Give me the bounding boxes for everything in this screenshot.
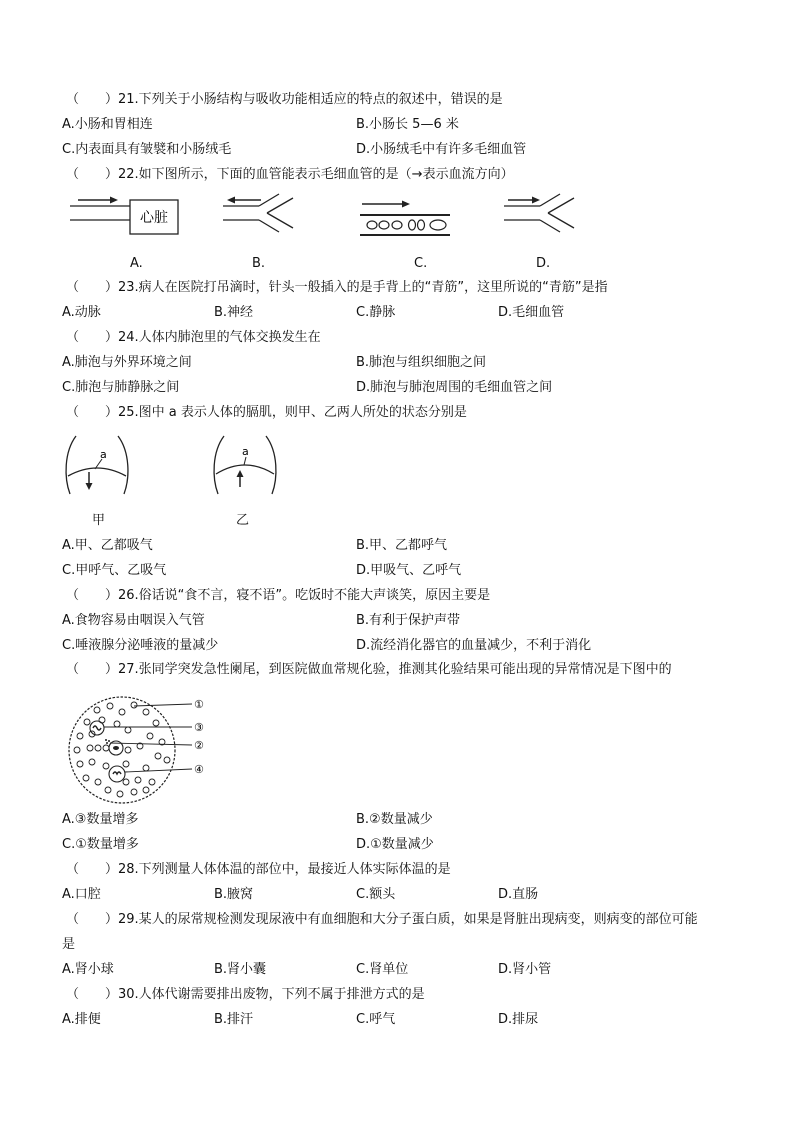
blood-vessel-figure-b [217, 192, 297, 242]
blood-vessel-figure-d [500, 192, 580, 242]
question-25-stem: （ ）25.图中 a 表示人体的膈肌，则甲、乙两人所处的状态分别是 [66, 405, 467, 420]
blood-vessel-figure-c [358, 196, 458, 242]
q26-option-a: A.食物容易由咽误入气管 [62, 613, 205, 628]
q24-option-c: C.肺泡与肺静脉之间 [62, 380, 180, 395]
q25-option-b: B.甲、乙都呼气 [356, 538, 448, 553]
q30-option-a: A.排便 [62, 1012, 101, 1027]
question-29-stem: （ ）29.某人的尿常规检测发现尿液中有血细胞和大分子蛋白质，如果是肾脏出现病变，则病变的部位可能 [66, 912, 698, 927]
figure-label-d: D. [536, 256, 551, 271]
q27-option-a: A.③数量增多 [62, 812, 139, 827]
q27-option-d: D.①数量减少 [356, 837, 434, 852]
q29-option-d: D.肾小管 [498, 962, 552, 977]
question-22-stem: （ ）22.如下图所示，下面的血管能表示毛细血管的是（→表示血流方向） [66, 167, 514, 182]
figure-label-b: B. [252, 256, 266, 271]
q27-option-b: B.②数量减少 [356, 812, 433, 827]
q26-option-c: C.唾液腺分泌唾液的量减少 [62, 638, 219, 653]
marker-4: ④ [194, 763, 204, 776]
q21-option-a: A.小肠和胃相连 [62, 117, 153, 132]
marker-3: ③ [194, 721, 204, 734]
question-24-stem: （ ）24.人体内肺泡里的气体交换发生在 [66, 330, 321, 345]
question-21-stem: （ ）21.下列关于小肠结构与吸收功能相适应的特点的叙述中，错误的是 [66, 92, 503, 107]
q23-option-b: B.神经 [214, 305, 254, 320]
q23-option-c: C.静脉 [356, 305, 396, 320]
q28-option-b: B.腋窝 [214, 887, 254, 902]
q24-option-a: A.肺泡与外界环境之间 [62, 355, 192, 370]
question-30-stem: （ ）30.人体代谢需要排出废物，下列不属于排泄方式的是 [66, 987, 425, 1002]
q26-option-d: D.流经消化器官的血量减少，不利于消化 [356, 638, 592, 653]
q23-option-d: D.毛细血管 [498, 305, 565, 320]
q24-option-b: B.肺泡与组织细胞之间 [356, 355, 487, 370]
blood-vessel-figure-a [66, 192, 186, 242]
q28-option-a: A.口腔 [62, 887, 101, 902]
q28-option-d: D.直肠 [498, 887, 539, 902]
diaphragm-figure-yi [210, 432, 282, 504]
question-27-stem: （ ）27.张同学突发急性阑尾，到医院做血常规化验，推测其化验结果可能出现的异常情况是下图中的 [66, 662, 672, 677]
diaphragm-label-a-2: a [242, 445, 249, 458]
q29-option-b: B.肾小囊 [214, 962, 267, 977]
figure-label-yi: 乙 [236, 513, 250, 528]
q30-option-c: C.呼气 [356, 1012, 396, 1027]
diaphragm-label-a: a [100, 448, 107, 461]
question-23-stem: （ ）23.病人在医院打吊滴时，针头一般插入的是手背上的“青筋”，这里所说的“青筋”是指 [66, 280, 608, 295]
q29-option-a: A.肾小球 [62, 962, 114, 977]
marker-2: ② [194, 739, 204, 752]
q21-option-b: B.小肠长 5—6 米 [356, 117, 459, 132]
q23-option-a: A.动脉 [62, 305, 101, 320]
figure-label-jia: 甲 [92, 513, 106, 528]
q25-option-a: A.甲、乙都吸气 [62, 538, 153, 553]
q29-option-c: C.肾单位 [356, 962, 409, 977]
q28-option-c: C.额头 [356, 887, 396, 902]
figure-label-c: C. [414, 256, 428, 271]
heart-label: 心脏 [140, 210, 168, 226]
q27-option-c: C.①数量增多 [62, 837, 139, 852]
q25-option-c: C.甲呼气、乙吸气 [62, 563, 167, 578]
question-28-stem: （ ）28.下列测量人体体温的部位中，最接近人体实际体温的是 [66, 862, 451, 877]
figure-label-a: A. [130, 256, 143, 271]
question-29-stem-continued: 是 [62, 937, 76, 952]
q30-option-d: D.排尿 [498, 1012, 539, 1027]
blood-smear-figure [62, 690, 222, 810]
q30-option-b: B.排汗 [214, 1012, 254, 1027]
q21-option-c: C.内表面具有皱襞和小肠绒毛 [62, 142, 232, 157]
marker-1: ① [194, 698, 204, 711]
question-26-stem: （ ）26.俗话说“食不言，寝不语”。吃饭时不能大声谈笑，原因主要是 [66, 588, 491, 603]
q21-option-d: D.小肠绒毛中有许多毛细血管 [356, 142, 527, 157]
q25-option-d: D.甲吸气、乙呼气 [356, 563, 462, 578]
q24-option-d: D.肺泡与肺泡周围的毛细血管之间 [356, 380, 553, 395]
q26-option-b: B.有利于保护声带 [356, 613, 461, 628]
diaphragm-figure-jia [62, 432, 134, 504]
